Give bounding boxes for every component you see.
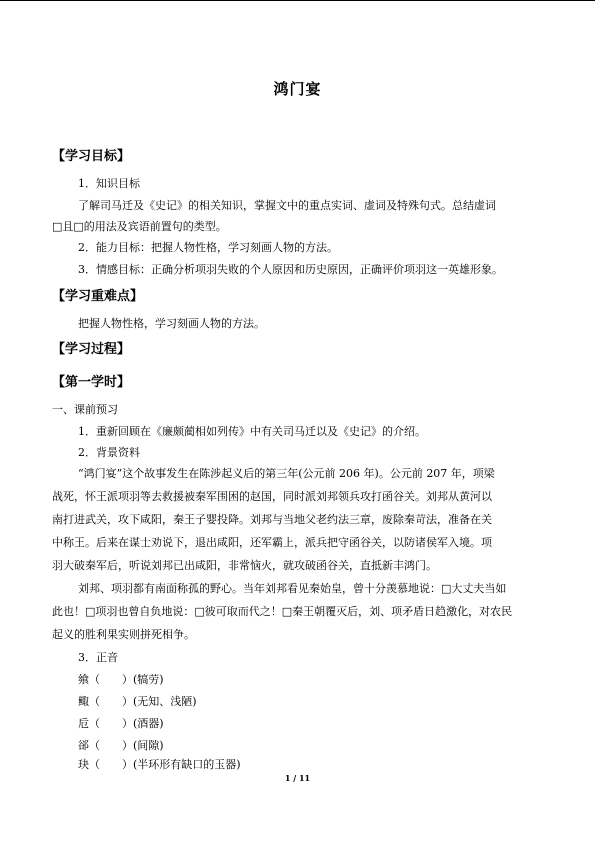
pronunciation-item: 飨（ ）(犒劳) <box>78 673 164 686</box>
background-p1-line-1: “鸿门宴”这个故事发生在陈涉起义后的第三年(公元前 206 年)。公元前 207 年，项梁 <box>78 467 495 480</box>
preview-item-3: 3．正音 <box>78 651 118 664</box>
keypoints-text: 把握人物性格，学习刻画人物的方法。 <box>78 317 265 330</box>
section-heading-objectives: 【学习目标】 <box>52 149 131 164</box>
background-p2-line-2: 此也！□项羽也曾自负地说：□彼可取而代之！□秦王朝覆灭后，刘、项矛盾日趋激化，对农民 <box>52 605 513 618</box>
objective-item-3: 3．情感目标：正确分析项羽失败的个人原因和历史原因，正确评价项羽这一英雄形象。 <box>78 263 503 276</box>
page-number: 1 / 11 <box>284 773 311 783</box>
page-title: 鸿门宴 <box>273 80 322 98</box>
background-p2-line-1: 刘邦、项羽都有南面称孤的野心。当年刘邦看见秦始皇，曾十分羡慕地说：□大丈夫当如 <box>78 582 507 595</box>
section-heading-process: 【学习过程】 <box>52 342 131 357</box>
background-p1-line-2: 战死，怀王派项羽等去救援被秦军围困的赵国，同时派刘邦领兵攻打函谷关。刘邦从黄河以 <box>52 490 492 503</box>
objective-item-2: 2．能力目标：把握人物性格，学习刻画人物的方法。 <box>78 241 338 254</box>
section-heading-lesson1: 【第一学时】 <box>52 375 131 390</box>
objective-item-1: 1．知识目标 <box>78 177 140 190</box>
section-heading-keypoints: 【学习重难点】 <box>52 289 144 304</box>
background-p2-line-3: 起义的胜利果实则拼死相争。 <box>52 628 195 641</box>
preview-item-2: 2．背景资料 <box>78 446 140 459</box>
preview-heading: 一、课前预习 <box>52 403 118 416</box>
objective-item-1-text-b: □且□的用法及宾语前置句的类型。 <box>52 220 227 233</box>
pronunciation-item: 卮（ ）(酒器) <box>78 717 164 730</box>
background-p1-line-3: 南打进武关，攻下咸阳，秦王子婴投降。刘邦与当地父老约法三章，废除秦苛法，准备在关 <box>52 513 492 526</box>
pronunciation-item: 鲰（ ）(无知、浅陋) <box>78 695 197 708</box>
pronunciation-item: 玦（ ）(半环形有缺口的玉器) <box>78 758 241 771</box>
background-p1-line-4: 中称王。后来在谋士劝说下，退出咸阳，还军霸上，派兵把守函谷关，以防诸侯军入境。项 <box>52 536 492 549</box>
top-border-line <box>0 0 595 1</box>
objective-item-1-text-a: 了解司马迁及《史记》的相关知识，掌握文中的重点实词、虚词及特殊句式。总结虚词 <box>78 199 496 212</box>
background-p1-line-5: 羽大破秦军后，听说刘邦已出咸阳，非常恼火，就攻破函谷关，直抵新丰鸿门。 <box>52 559 437 572</box>
preview-item-1: 1．重新回顾在《廉颇蔺相如列传》中有关司马迁以及《史记》的介绍。 <box>78 425 426 438</box>
pronunciation-item: 郤（ ）(间隙) <box>78 739 164 752</box>
